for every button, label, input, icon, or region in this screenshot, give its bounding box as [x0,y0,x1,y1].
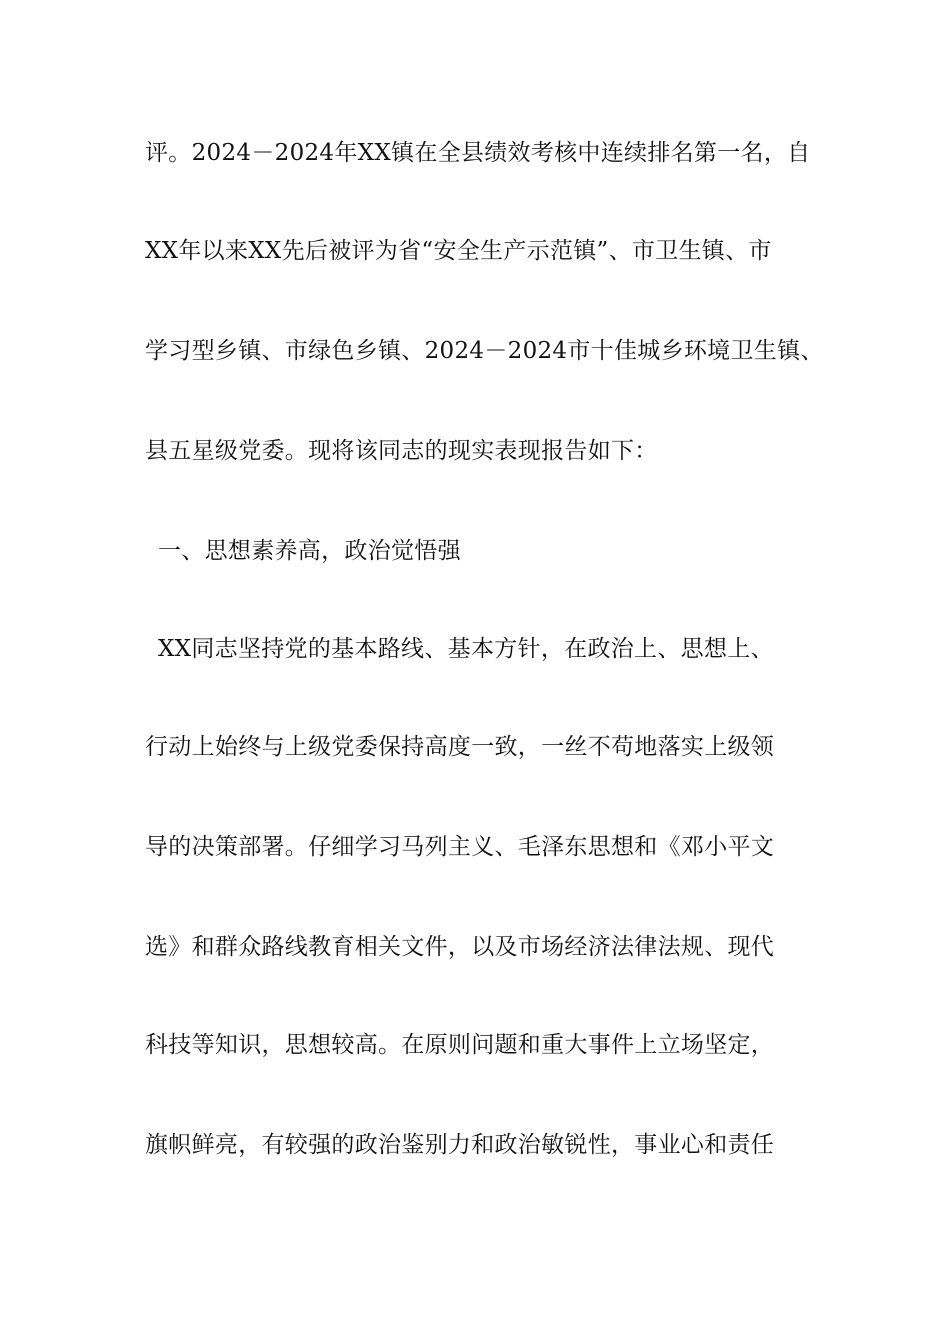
paragraph-line: XX年以来XX先后被评为省“安全生产示范镇”、市卫生镇、市 [145,238,772,264]
paragraph-line: 评。2024－2024年XX镇在全县绩效考核中连续排名第一名，自 [145,140,811,166]
paragraph-line: 行动上始终与上级党委保持高度一致，一丝不苟地落实上级领 [145,734,775,760]
paragraph-line: 旗帜鲜亮，有较强的政治鉴别力和政治敏锐性，事业心和责任 [145,1132,775,1158]
paragraph-line: 学习型乡镇、市绿色乡镇、2024－2024市十佳城乡环境卫生镇、 [145,338,824,364]
paragraph-line: XX同志坚持党的基本路线、基本方针，在政治上、思想上、 [158,636,774,662]
paragraph-line: 选》和群众路线教育相关文件，以及市场经济法律法规、现代 [145,934,775,960]
paragraph-line: 县五星级党委。现将该同志的现实表现报告如下： [145,438,658,464]
paragraph-line: 导的决策部署。仔细学习马列主义、毛泽东思想和《邓小平文 [145,834,775,860]
section-heading: 一、思想素养高，政治觉悟强 [158,538,461,564]
paragraph-line: 科技等知识，思想较高。在原则问题和重大事件上立场坚定， [145,1032,775,1058]
